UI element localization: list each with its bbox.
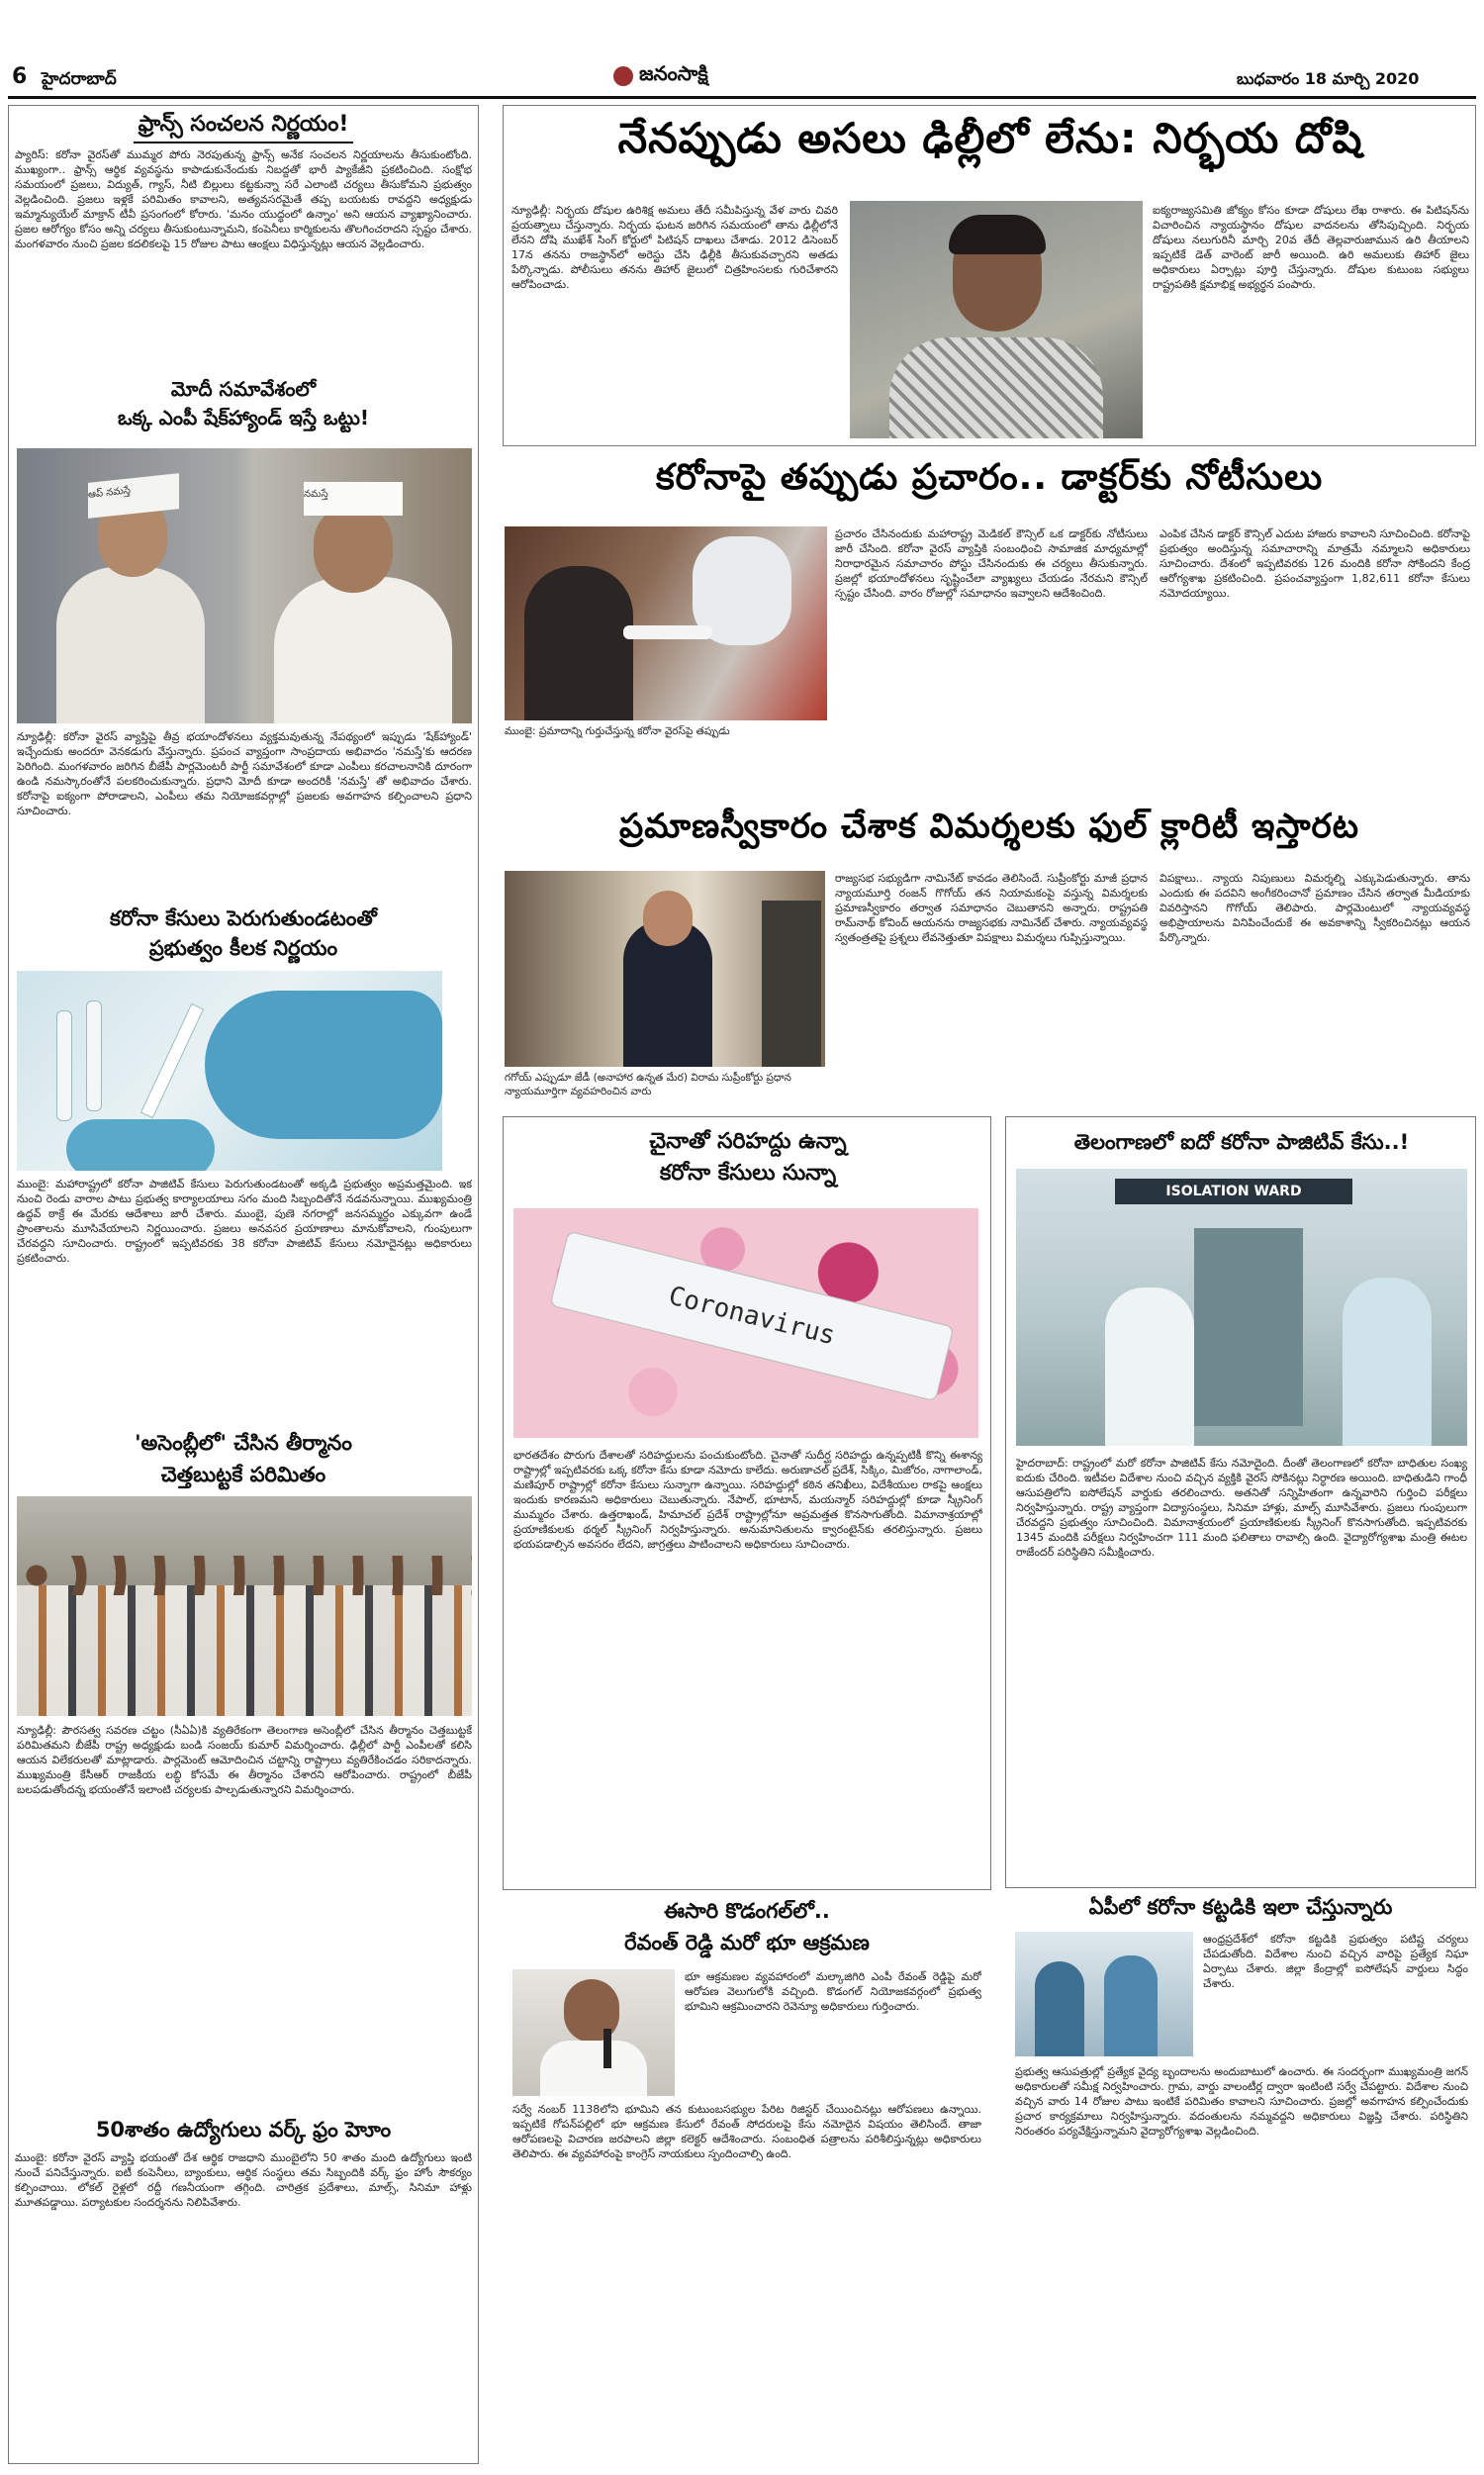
assembly-photo [17, 1496, 472, 1716]
revanth-headline-2: రేవంత్ రెడ్డి మరో భూ ఆక్రమణ [624, 1931, 870, 1954]
revanth-headline-1: ఈసారి కొడంగల్‌లో.. [664, 1899, 830, 1923]
doctor-body-mid: ప్రచారం చేసినందుకు మహారాష్ట్ర మెడికల్ కౌన్సిల్ ఒక డాక్టర్‌కు నోటీసులు జారీ చేసింది. కరోనా వైరస్ వ్యాప్తికి సంబంధించి సామాజిక మాధ్యమాల్లో నిరాధారమైన సమాచారం పోస్టు చేసినందుకు ఈ చర్యలు తీసుకున్నారు. ప్రజల్లో భయాందోళనలు సృష్టించేలా వ్యాఖ్యలు చేయడం నేరమని కౌన్సిల్ స్పష్టం చేసింది. వారం రోజుల్లో సమాధానం ఇవ్వాలని ఆదేశించింది. [835, 527, 1148, 600]
china-headline-1: చైనాతో సరిహద్దు ఉన్నా [649, 1129, 847, 1154]
china-article [503, 1116, 991, 1890]
assembly-headline-2: చెత్తబుట్టకే పరిమితం [160, 1463, 326, 1486]
france-body: ప్యారిస్: కరోనా వైరస్‌తో ముమ్మర పోరు నెరపుతున్న ఫ్రాన్స్ అనేక సంచలన నిర్ణయాలను తీసుకుంటోంది. ముఖ్యంగా.. ఫ్రాన్స్ ఆర్థిక వ్యవస్థను కాపాడుకునేందుకు నిబద్దతో భారీ ప్యాకేజీని ప్రకటించింది. సంక్షోభ సమయంలో ప్రజలు, విద్యుత్, గ్యాస్, నీటి బిల్లులు కట్టకున్నా సరే ఎలాంటి చర్యలు తీసుకోమని ప్రభుత్వం వెల్లడించింది. ప్రజలు ఇళ్లకే పరిమితం కావాలని, అత్యవసరమైతే తప్ప బయటకు రావద్దని అధ్యక్షుడు ఇమ్మాన్యుయేల్ మాక్రాన్ టీవీ ప్రసంగంలో కోరారు. 'మనం యుద్ధంలో ఉన్నాం' అని ఆయన వ్యాఖ్యానించారు. ప్రజల ఆరోగ్యం కోసం అన్ని చర్యలు తీసుకుంటున్నామని, కంపెనీలు కార్మికులను తొలగించరాదని స్పష్టం చేశారు. మంగళవారం నుంచి ప్రజల కదలికలపై 15 రోజుల పాటు ఆంక్షలు విధిస్తున్నట్లు ఆయన వెల్లడించారు. [15, 148, 472, 250]
tube-body [550, 1231, 955, 1402]
revanth-shirt [540, 2041, 647, 2096]
wfh-body: ముంబై: కరోనా వైరస్ వ్యాప్తి భయంతో దేశ ఆర్థిక రాజధాని ముంబైలోని 50 శాతం మంది ఉద్యోగులు ఇంటి నుంచే పనిచేస్తున్నారు. ఐటీ కంపెనీలు, బ్యాంకులు, ఆర్థిక సంస్థలు తమ సిబ్బందికి వర్క్ ఫ్రం హోం సౌకర్యం కల్పించాయి. లోకల్ రైళ్లలో రద్దీ గణనీయంగా తగ్గింది. చారిత్రక ప్రదేశాలు, మాల్స్, సినిమా హాళ్లు మూతపడ్డాయి. పర్యాటకుల సందర్శనను నిలిపివేశారు. [15, 2151, 472, 2209]
doctor-headline: కరోనాపై తప్పుడు ప్రచారం.. డాక్టర్‌కు నోటీసులు [655, 457, 1324, 498]
assembly-body: న్యూఢిల్లీ: పౌరసత్వ సవరణ చట్టం (సీఏఏ)కి వ్యతిరేకంగా తెలంగాణ అసెంబ్లీలో చేసిన తీర్మానం చెత్తబుట్టకే పరిమితమని బీజేపీ రాష్ట్ర అధ్యక్షుడు బండి సంజయ్ కుమార్ విమర్శించారు. ఢిల్లీలో పార్టీ ఎంపీలతో కలిసి ఆయన విలేకరులతో మాట్లాడారు. పార్లమెంట్ ఆమోదించిన చట్టాన్ని రాష్ట్రాలు వ్యతిరేకించడం సరికాదన్నారు. ముఖ్యమంత్రి కేసీఆర్ రాజకీయ లబ్ధి కోసమే ఈ తీర్మానం చేశారని ఆరోపించారు. రాష్ట్రంలో బీజేపీ బలపడుతోందన్న భయంతోనే ఇలాంటి చర్యలకు పాల్పడుతున్నారని విమర్శించారు. [17, 1724, 472, 1796]
gogoi-side-figure [762, 901, 821, 1067]
ap-headline: ఏపీలో కరోనా కట్టడికి ఇలా చేస్తున్నారు [1088, 1895, 1393, 1919]
revanth-body-bottom: సర్వే నంబర్ 1138లోని భూమిని తన కుటుంబసభ్యుల పేరిట రిజిస్టర్ చేయించినట్లు ఆరోపణలు ఉన్నాయి. ఇప్పటికే గోపన్‌పల్లిలో భూ ఆక్రమణ కేసులో రేవంత్ సోదరులపై కేసు నమోదైన విషయం తెలిసిందే. తాజా ఆరోపణలపై విచారణ జరపాలని జిల్లా కలెక్టర్ ఆదేశించారు. సంబంధిత పత్రాలను పరిశీలిస్తున్నట్లు అధికారులు తెలిపారు. ఈ వ్యవహారంపై కాంగ్రెస్ నాయకులు స్పందించాల్సి ఉంది. [512, 2103, 981, 2160]
logo-icon [613, 66, 633, 86]
ap-worker-2 [1104, 1955, 1158, 2056]
china-headline-2: కరోనా కేసులు సున్నా [659, 1161, 837, 1186]
gogoi-article [503, 798, 1476, 1112]
isolation-ward-photo [1016, 1169, 1467, 1446]
revanth-body-top: భూ ఆక్రమణల వ్యవహారంలో మల్కాజిగిరి ఎంపీ రేవంత్ రెడ్డిపై మరో ఆరోపణ వెలుగులోకి వచ్చింది. కొడంగల్ నియోజకవర్గంలో ప్రభుత్వ భూమిని ఆక్రమించారని రెవెన్యూ అధికారులు గుర్తించారు. [685, 1970, 981, 2013]
isolation-sign: ISOLATION WARD [1115, 1179, 1352, 1204]
gogoi-face [643, 891, 693, 946]
nirbhaya-convict-photo [850, 201, 1143, 438]
lab-tube-1 [56, 1010, 72, 1121]
nirbhaya-body-right: ఐక్యరాజ్యసమితి జోక్యం కోసం కూడా దోషులు లేఖ రాశారు. ఈ పిటిషన్‌ను విచారించిన న్యాయస్థానం దోషుల వాదనలను తోసిపుచ్చింది. నిర్భయ దోషులు నలుగురినీ మార్చి 20వ తేదీ తెల్లవారుజామున ఉరి తీయాలని ఇప్పటికే డెత్ వారెంట్ జారీ అయింది. ఉరి అమలుకు తిహార్ జైలు అధికారులు ఏర్పాట్లు పూర్తి చేస్తున్నారు. దోషుల కుటుంబ సభ్యులు రాష్ట్రపతికి క్షమాభిక్ష అభ్యర్థన పంపారు. [1153, 204, 1469, 291]
assembly-headline-1: 'అసెంబ్లీలో' చేసిన తీర్మానం [135, 1431, 352, 1455]
ap-article [1005, 1888, 1476, 2464]
doctor-body-right: ఎంపిక చేసిన డాక్టర్ కౌన్సిల్ ఎదుట హాజరు కావాలని సూచించింది. కరోనాపై ప్రభుత్వం అందిస్తున్న సమాచారాన్ని మాత్రమే నమ్మాలని అధికారులు సూచించారు. దేశంలో ఇప్పటివరకు 126 మందికి కరోనా సోకిందని కేంద్ర ఆరోగ్యశాఖ ప్రకటించింది. ప్రపంచవ్యాప్తంగా 1,82,611 కరోనా కేసులు నమోదయ్యాయి. [1159, 527, 1470, 600]
telangana-article [1005, 1116, 1476, 1888]
ap-worker-1 [1035, 1961, 1084, 2056]
lab-glove-left [66, 1119, 215, 1171]
telangana-body: హైదరాబాద్: రాష్ట్రంలో మరో కరోనా పాజిటివ్ కేసు నమోదైంది. దీంతో తెలంగాణలో కరోనా బాధితుల సంఖ్య ఐదుకు చేరింది. ఇటీవల విదేశాల నుంచి వచ్చిన వ్యక్తికి వైరస్ సోకినట్లు నిర్ధారణ అయింది. బాధితుడిని గాంధీ ఆసుపత్రిలోని ఐసోలేషన్ వార్డుకు తరలించారు. అతనితో సన్నిహితంగా ఉన్నవారిని గుర్తించి పరీక్షలు నిర్వహిస్తున్నారు. రాష్ట్ర వ్యాప్తంగా విద్యాసంస్థలు, సినిమా హాళ్లు, మాల్స్ మూసివేశారు. ప్రజలు గుంపులుగా చేరవద్దని ప్రభుత్వం సూచించింది. విమానాశ్రయంలో ప్రయాణికులకు స్క్రీనింగ్ కొనసాగుతోంది. ఇప్పటివరకు 1345 మందికి పరీక్షలు నిర్వహించగా 111 మంది ఫలితాలు రావాల్సి ఉంది. వైద్యారోగ్యశాఖ మంత్రి ఈటల రాజేందర్ పరిస్థితిని సమీక్షించారు. [1016, 1457, 1467, 1559]
modi-article [15, 375, 472, 432]
modi-photo-cap-1: ఆప్ నమస్తే [88, 473, 179, 519]
modi-photo [17, 448, 472, 723]
tube-label: Coronavirus [665, 1281, 839, 1352]
ap-body-top: ఆంధ్రప్రదేశ్‌లో కరోనా కట్టడికి ప్రభుత్వం పటిష్ట చర్యలు చేపడుతోంది. విదేశాల నుంచి వచ్చిన వారిపై ప్రత్యేక నిఘా ఏర్పాటు చేశారు. జిల్లా కేంద్రాల్లో ఐసోలేషన్ వార్డులు సిద్ధం చేశారు. [1203, 1933, 1468, 1990]
lab-glove [205, 991, 442, 1139]
coronavirus-tube-photo [513, 1208, 978, 1438]
gogoi-photo [505, 871, 825, 1067]
gogoi-body-mid: రాజ్యసభ సభ్యుడిగా నామినేట్ కావడం తెలిసిందే. సుప్రీంకోర్టు మాజీ ప్రధాన న్యాయమూర్తి రంజన్ గొగోయ్ తన నియామకంపై వస్తున్న విమర్శలకు ప్రమాణస్వీకారం తర్వాత సమాధానం చెబుతానని అన్నారు. రాష్ట్రపతి రామ్‌నాథ్ కోవింద్ ఆయనను రాజ్యసభకు నామినేట్ చేశారు. న్యాయవ్యవస్థ స్వతంత్రతపై ప్రశ్నలు లేవనెత్తుతూ విపక్షాలు విమర్శలు గుప్పిస్తున్నాయి. [835, 872, 1148, 944]
page-number: 6 [12, 64, 28, 89]
france-rule [134, 142, 353, 143]
health-worker-1 [1105, 1287, 1194, 1446]
wfh-article [15, 2115, 472, 2447]
modi-photo-face-2 [314, 504, 393, 593]
lab-tube-3 [140, 1003, 204, 1118]
wfh-headline: 50శాతం ఉద్యోగులు వర్క్ ఫ్రం హెూం [95, 2118, 392, 2142]
masthead-logo [613, 61, 708, 90]
revanth-photo [512, 1969, 675, 2096]
convict-hair [949, 215, 1046, 254]
modi-photo-mp-2 [274, 577, 452, 723]
date-label: బుధవారం 18 మార్చి 2020 [1237, 69, 1420, 88]
convict-shirt [889, 337, 1103, 438]
doctor-caption: ముంబై: ప్రమాదాన్ని గుర్తుచేస్తున్న కరోనా వైరస్‌పై తప్పుడు [505, 725, 730, 737]
doctor-thermometer [623, 625, 712, 639]
france-article [15, 110, 472, 373]
doctor-patient [524, 566, 633, 720]
doctor-photo [505, 526, 827, 720]
doctor-article [503, 447, 1476, 797]
lab-tube-2 [86, 1000, 102, 1111]
city-label: హైదరాబాద్ [42, 69, 117, 89]
modi-body: న్యూఢిల్లీ: కరోనా వైరస్ వ్యాప్తిపై తీవ్ర భయాందోళనలు వ్యక్తమవుతున్న నేపథ్యంలో ఇప్పుడు 'షేక్‌హ్యాండ్' ఇచ్చేందుకు అందరూ వెనకడుగు వేస్తున్నారు. ప్రపంచ వ్యాప్తంగా సాంప్రదాయ అభివాదం 'నమస్తే'కు ఆదరణ పెరిగింది. మంగళవారం జరిగిన బీజేపీ పార్లమెంటరీ పార్టీ సమావేశంలో కూడా ఎంపీలు కరచాలనానికి దూరంగా ఉండి నమస్కారంతోనే పలకరించుకున్నారు. ప్రధాని మోదీ కూడా అందరికీ 'నమస్తే' తో అభివాదం చేశారు. కరోనాపై ఐక్యంగా పోరాడాలని, ఎంపీలు తమ నియోజకవర్గాల్లో ప్రజలకు అవగాహన కల్పించాలని ప్రధాని సూచించారు. [17, 730, 472, 817]
modi-headline-1: మోదీ సమావేశంలో [170, 377, 317, 401]
assembly-article [15, 1428, 472, 1491]
revanth-article [503, 1892, 991, 2464]
health-worker-2 [1343, 1278, 1432, 1446]
corona-decision-body: ముంబై: మహారాష్ట్రలో కరోనా పాజిటివ్ కేసులు పెరుగుతుండటంతో అక్కడి ప్రభుత్వం అప్రమత్తమైంది. ఇక నుంచి రెండు వారాల పాటు ప్రభుత్వ కార్యాలయాలు సగం మంది సిబ్బందితోనే నడవనున్నాయి. ముఖ్యమంత్రి ఉద్ధవ్ ఠాక్రే ఈ మేరకు ఆదేశాలు జారీ చేశారు. ముంబై, పుణె నగరాల్లో జనసమ్మర్దం ఎక్కువగా ఉండే ప్రాంతాలను మూసివేయాలని నిర్ణయించారు. ప్రజలు అనవసర ప్రయాణాలు మానుకోవాలని, గుంపులుగా చేరవద్దని సూచించారు. రాష్ట్రంలో ఇప్పటివరకు 38 కరోనా పాజిటివ్ కేసులు నమోదైనట్లు అధికారులు ప్రకటించారు. [17, 1178, 472, 1265]
masthead-rule [8, 96, 1476, 99]
corona-decision-headline-2: ప్రభుత్వం కీలక నిర్ణయం [148, 936, 338, 960]
france-headline: ఫ్రాన్స్ సంచలన నిర్ణయం! [138, 112, 349, 137]
telangana-headline: తెలంగాణలో ఐదో కరోనా పాజిటివ్ కేసు..! [1073, 1130, 1410, 1154]
nirbhaya-body-left: న్యూఢిల్లీ: నిర్భయ దోషుల ఉరిశిక్ష అమలు తేదీ సమీపిస్తున్న వేళ వారు చివరి ప్రయత్నాలు చేస్తున్నారు. నిర్భయ ఘటన జరిగిన సమయంలో తాను ఢిల్లీలోనే లేనని దోషి ముఖేశ్ సింగ్ కోర్టులో పిటిషన్ దాఖలు చేశాడు. 2012 డిసెంబర్ 17న తనను రాజస్థాన్‌లో అరెస్టు చేసి ఢిల్లీకి తీసుకువచ్చారని అతడు పేర్కొన్నాడు. పోలీసులు తనను తిహార్ జైలులో చిత్రహింసలకు గురిచేశారని ఆరోపించాడు. [511, 204, 838, 291]
ap-photo [1015, 1932, 1193, 2056]
nirbhaya-article [503, 105, 1476, 446]
nirbhaya-headline: నేనప్పుడు అసలు ఢిల్లీలో లేను: నిర్భయ దోషి [617, 114, 1363, 162]
gogoi-caption: గగోయ్ ఎప్పుడూ జేడీ (అనాహార ఉన్నత మేర) విరామ సుప్రీంకోర్టు ప్రధాన న్యాయమూర్తిగా వ్యవహరించిన వారు [505, 1072, 791, 1097]
assembly-crowd [17, 1585, 472, 1716]
ward-door [1194, 1228, 1303, 1426]
left-column [8, 105, 479, 2464]
microphone-icon [603, 2029, 611, 2068]
ap-body-bottom: ప్రభుత్వ ఆసుపత్రుల్లో ప్రత్యేక వైద్య బృందాలను అందుబాటులో ఉంచారు. ఈ సందర్భంగా ముఖ్యమంత్రి జగన్ అధికారులతో సమీక్ష నిర్వహించారు. గ్రామ, వార్డు వాలంటీర్ల ద్వారా ఇంటింటి సర్వే చేపట్టారు. విదేశాల నుంచి వచ్చిన వారు 14 రోజుల పాటు ఇంటికే పరిమితం కావాలని సూచించారు. ప్రజల్లో అవగాహన కల్పించేందుకు ప్రచార కార్యక్రమాలు నిర్వహిస్తున్నారు. వదంతులను నమ్మవద్దని అధికారులు విజ్ఞప్తి చేశారు. పరిస్థితిని నిరంతరం పర్యవేక్షిస్తున్నామని వైద్యారోగ్యశాఖ వెల్లడించింది. [1015, 2065, 1468, 2138]
assembly-heads [17, 1556, 472, 1595]
china-body: భారతదేశం పొరుగు దేశాలతో సరిహద్దులను పంచుకుంటోంది. చైనాతో సుదీర్ఘ సరిహద్దు ఉన్నప్పటికీ కొన్ని ఈశాన్య రాష్ట్రాల్లో ఇప్పటివరకు ఒక్క కరోనా కేసు కూడా నమోదు కాలేదు. అరుణాచల్ ప్రదేశ్, సిక్కిం, మిజోరం, నాగాలాండ్, మణిపూర్ రాష్ట్రాల్లో కరోనా కేసులు సున్నాగా ఉన్నాయి. సరిహద్దుల్లో కఠిన తనిఖీలు, విదేశీయుల రాకపై ఆంక్షలు ఇందుకు కారణమని అధికారులు చెబుతున్నారు. నేపాల్, భూటాన్, మయన్మార్ సరిహద్దుల్లో కూడా స్క్రీనింగ్ ముమ్మరం చేశారు. ఉత్తరాఖండ్, హిమాచల్ ప్రదేశ్ రాష్ట్రాల్లోనూ అప్రమత్తత కొనసాగుతోంది. విమానాశ్రయాల్లో ప్రయాణికులకు థర్మల్ స్క్రీనింగ్ నిర్వహిస్తున్నారు. అనుమానితులను క్వారంటైన్‌కు తరలిస్తున్నారు. ప్రజలు భయపడాల్సిన అవసరం లేదని, జాగ్రత్తలు పాటించాలని అధికారులు సూచించారు. [513, 1449, 982, 1551]
lab-photo [17, 971, 442, 1171]
modi-photo-cap-2: నమస్తే [304, 482, 403, 516]
logo-text: జనంసాక్షి [639, 61, 708, 85]
modi-headline-2: ఒక్క ఎంపీ షేక్‌హ్యాండ్ ఇస్తే ఒట్టు! [117, 406, 370, 429]
gogoi-headline: ప్రమాణస్వీకారం చేశాక విమర్శలకు ఫుల్ క్లారిటీ ఇస్తారట [619, 807, 1359, 846]
gogoi-body-right: విపక్షాలు.. న్యాయ నిపుణులు విమర్శల్ని ఎక్కుపెడుతున్నారు. తాను ఎందుకు ఈ పదవిని అంగీకరించానో ప్రమాణం చేసిన తర్వాత మీడియాకు వివరిస్తానని గొగోయ్ తెలిపారు. పార్లమెంటులో న్యాయవ్యవస్థ అభిప్రాయాలను వినిపించేందుకే ఈ అవకాశాన్ని స్వీకరించినట్లు ఆయన పేర్కొన్నారు. [1159, 872, 1470, 944]
corona-decision-article [15, 904, 472, 963]
modi-photo-mp-1 [56, 567, 205, 723]
corona-decision-headline-1: కరోనా కేసులు పెరుగుతుండటంతో [110, 906, 377, 930]
